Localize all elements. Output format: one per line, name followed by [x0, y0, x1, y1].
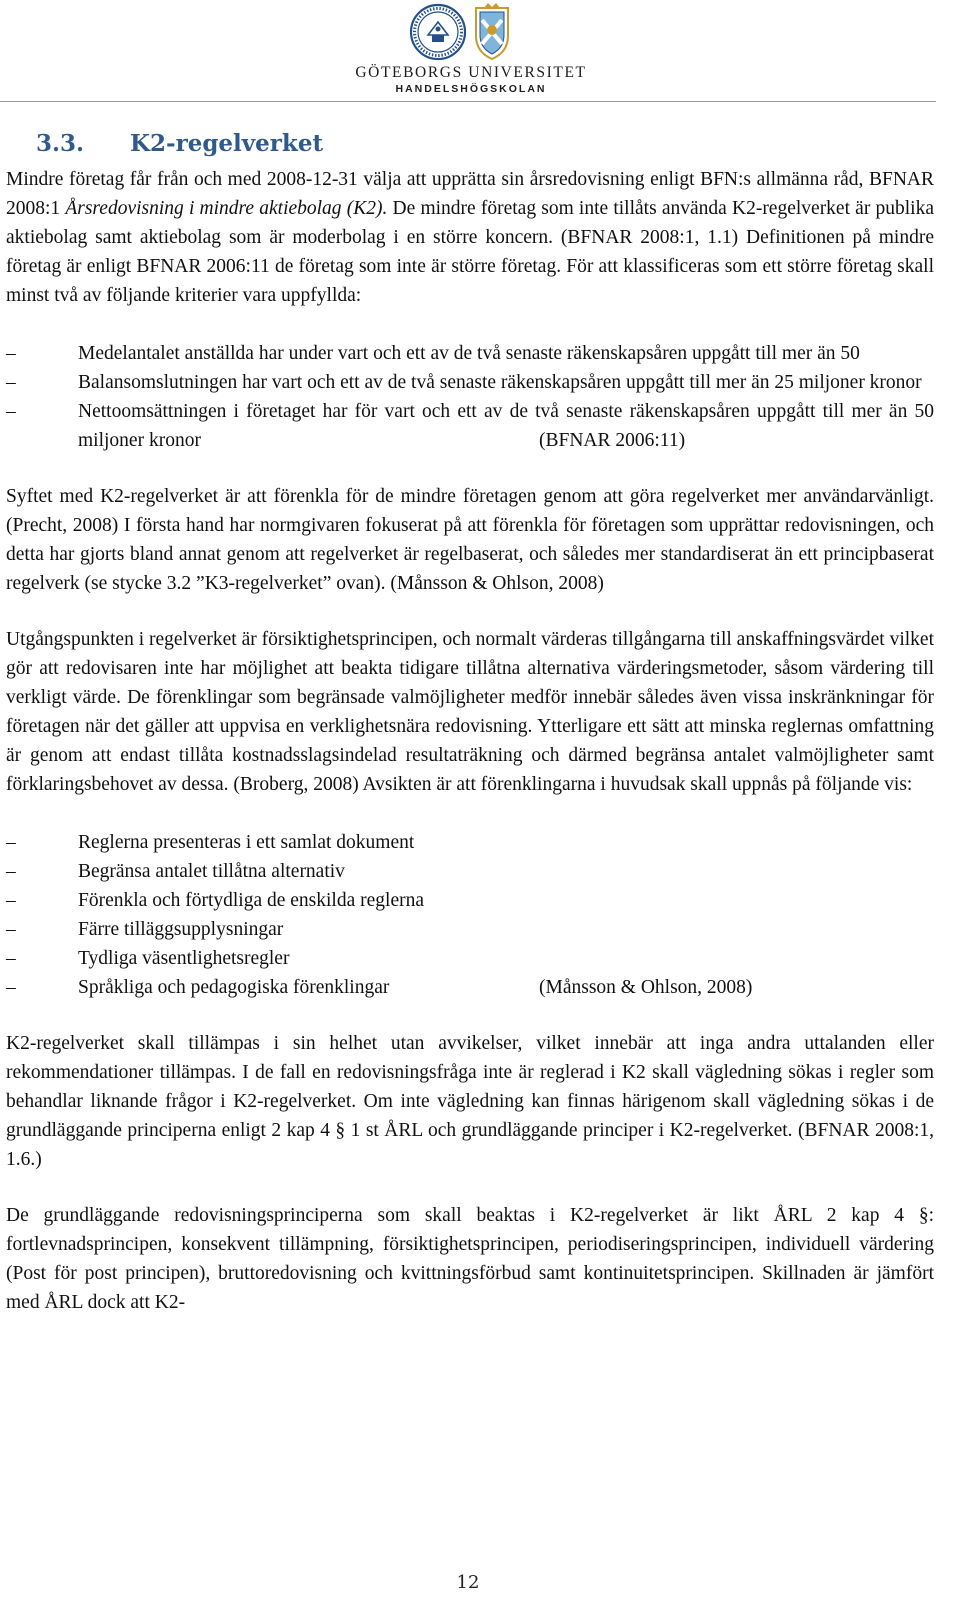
- list-dash: –: [6, 372, 16, 393]
- criteria-list: [6, 339, 934, 455]
- list-dash: –: [6, 977, 16, 998]
- paragraph-intro: [6, 165, 934, 310]
- university-logo: [352, 2, 590, 98]
- list-item-text: Tydliga väsentlighetsregler: [78, 948, 290, 969]
- section-heading: [36, 128, 934, 160]
- paragraph-principles: De grundläggande redovisningsprinciperna som skall beaktas i K2-regelverket är likt ÅRL 2 kap 4 §: fortlevnadsprincipen, konsekvent tillämpning, försiktighetsprincipen, periodiseringsprincipen, individuell värdering (Post för post principen), bruttoredovisning och kvittningsförbud samt kontinuitetsprincipen. Skillnaden är jämfört med ÅRL dock att K2-: [6, 1205, 934, 1313]
- paragraph-purpose: Syftet med K2-regelverket är att förenkla för de mindre företagen genom att göra regelverket mer användarvänligt. (Precht, 2008) I första hand har normgivaren fokuserat på att förenkla för företagen som upprättar redovisningen, och detta har gjorts bland annat genom att regelverket är regelbaserat, och således mer standardiserat än ett principbaserat regelverk (se stycke 3.2 ”K3-regelverket” ovan). (Månsson & Ohlson, 2008): [6, 486, 934, 594]
- page-number: 12: [456, 1572, 480, 1593]
- school-name: HANDELSHÖGSKOLAN: [395, 83, 547, 95]
- list-dash: –: [6, 832, 16, 853]
- paragraph-intro-rest: De mindre företag som inte tillåts använda K2-regelverket är publika aktiebolag samt aktiebolag som är moderbolag i en större koncern. (BFNAR 2008:1, 1.1) Definitionen på mindre företag är enligt BFNAR 2006:11 de företag som inte är större företag. För att klassificeras som ett större företag skall minst två av följande kriterier vara uppfyllda:: [6, 198, 934, 306]
- list-item: [6, 828, 934, 857]
- paragraph-starting-point: Utgångspunkten i regelverket är försiktighetsprincipen, och normalt värderas tillgångarna till anskaffningsvärdet vilket gör att redovisaren inte har möjlighet att beakta tidigare tillåtna alternativa värderingsmetoder, såsom värdering till verkligt värde. De förenklingar som begränsade valmöjligheter medför innebär således även vissa inskränkningar för företagen när det gäller att uppvisa en verklighetsnära redovisning. Ytterligare ett sätt att minska reglernas omfattning är genom att endast tillåta kostnadsslagsindelad resultaträkning och därmed begränsa antalet valmöjligheter samt förklaringsbehovet av dessa. (Broberg, 2008) Avsikten är att förenklingarna i huvudsak skall uppnås på följande vis:: [6, 629, 934, 795]
- list-item-text: Språkliga och pedagogiska förenklingar: [78, 977, 390, 998]
- list-dash: –: [6, 401, 16, 422]
- list-item-text: Färre tilläggsupplysningar: [78, 919, 284, 940]
- page-content: [6, 128, 934, 1317]
- list-item: [6, 857, 934, 886]
- list-item-text: Medelantalet anställda har under vart och ett av de två senaste räkenskapsåren uppgått till mer än 50: [78, 343, 860, 364]
- section-number: 3.3.: [36, 130, 85, 157]
- page-header: [0, 0, 960, 102]
- list-item-text: Balansomslutningen har vart och ett av de två senaste räkenskapsåren uppgått till mer än 25 miljoner kronor: [78, 372, 922, 393]
- paragraph-intro-title: Årsredovisning i mindre aktiebolag (K2).: [65, 198, 388, 219]
- paragraph-intro-start: Mindre företag får från och med 2008-12-31 välja att upprätta sin årsredovisning enligt BFN:s allmänna råd, BFNAR 2008:1: [6, 169, 934, 219]
- school-crest-icon: [476, 3, 508, 59]
- list-dash: –: [6, 948, 16, 969]
- list-item: [6, 944, 934, 973]
- list-item-text: Nettoomsättningen i företaget har för vart och ett av de två senaste räkenskapsåren uppgått till mer än 50 miljoner kronor: [78, 401, 934, 451]
- simplification-list: [6, 828, 934, 1002]
- list-item: [6, 397, 934, 455]
- list-item: [6, 886, 934, 915]
- university-name: GÖTEBORGS UNIVERSITET: [355, 64, 587, 81]
- section-title: K2-regelverket: [130, 130, 324, 157]
- list-dash: –: [6, 890, 16, 911]
- university-seal-icon: [411, 5, 465, 59]
- paragraph-application: K2-regelverket skall tillämpas i sin helhet utan avvikelser, vilket innebär att inga andra uttalanden eller rekommendationer tillämpas. I de fall en redovisningsfråga inte är reglerad i K2 skall vägledning sökas i regler som behandlar liknande frågor i K2-regelverket. Om inte vägledning kan finnas härigenom skall vägledning sökas i de grundläggande principerna enligt 2 kap 4 § 1 st ÅRL och grundläggande principer i K2-regelverket. (BFNAR 2008:1, 1.6.): [6, 1033, 934, 1170]
- list-item: [6, 973, 934, 1002]
- list-item: [6, 915, 934, 944]
- list-item-text: Begränsa antalet tillåtna alternativ: [78, 861, 345, 882]
- university-seals-icon: [408, 2, 528, 62]
- list-dash: –: [6, 861, 16, 882]
- list-citation: (BFNAR 2006:11): [539, 430, 686, 451]
- list-item: [6, 368, 934, 397]
- list-item-text: Förenkla och förtydliga de enskilda reglerna: [78, 890, 425, 911]
- list-dash: –: [6, 343, 16, 364]
- list-dash: –: [6, 919, 16, 940]
- list-item-text: Reglerna presenteras i ett samlat dokument: [78, 832, 415, 853]
- list-item: [6, 339, 934, 368]
- header-divider: [0, 101, 936, 102]
- list-citation: (Månsson & Ohlson, 2008): [539, 977, 753, 998]
